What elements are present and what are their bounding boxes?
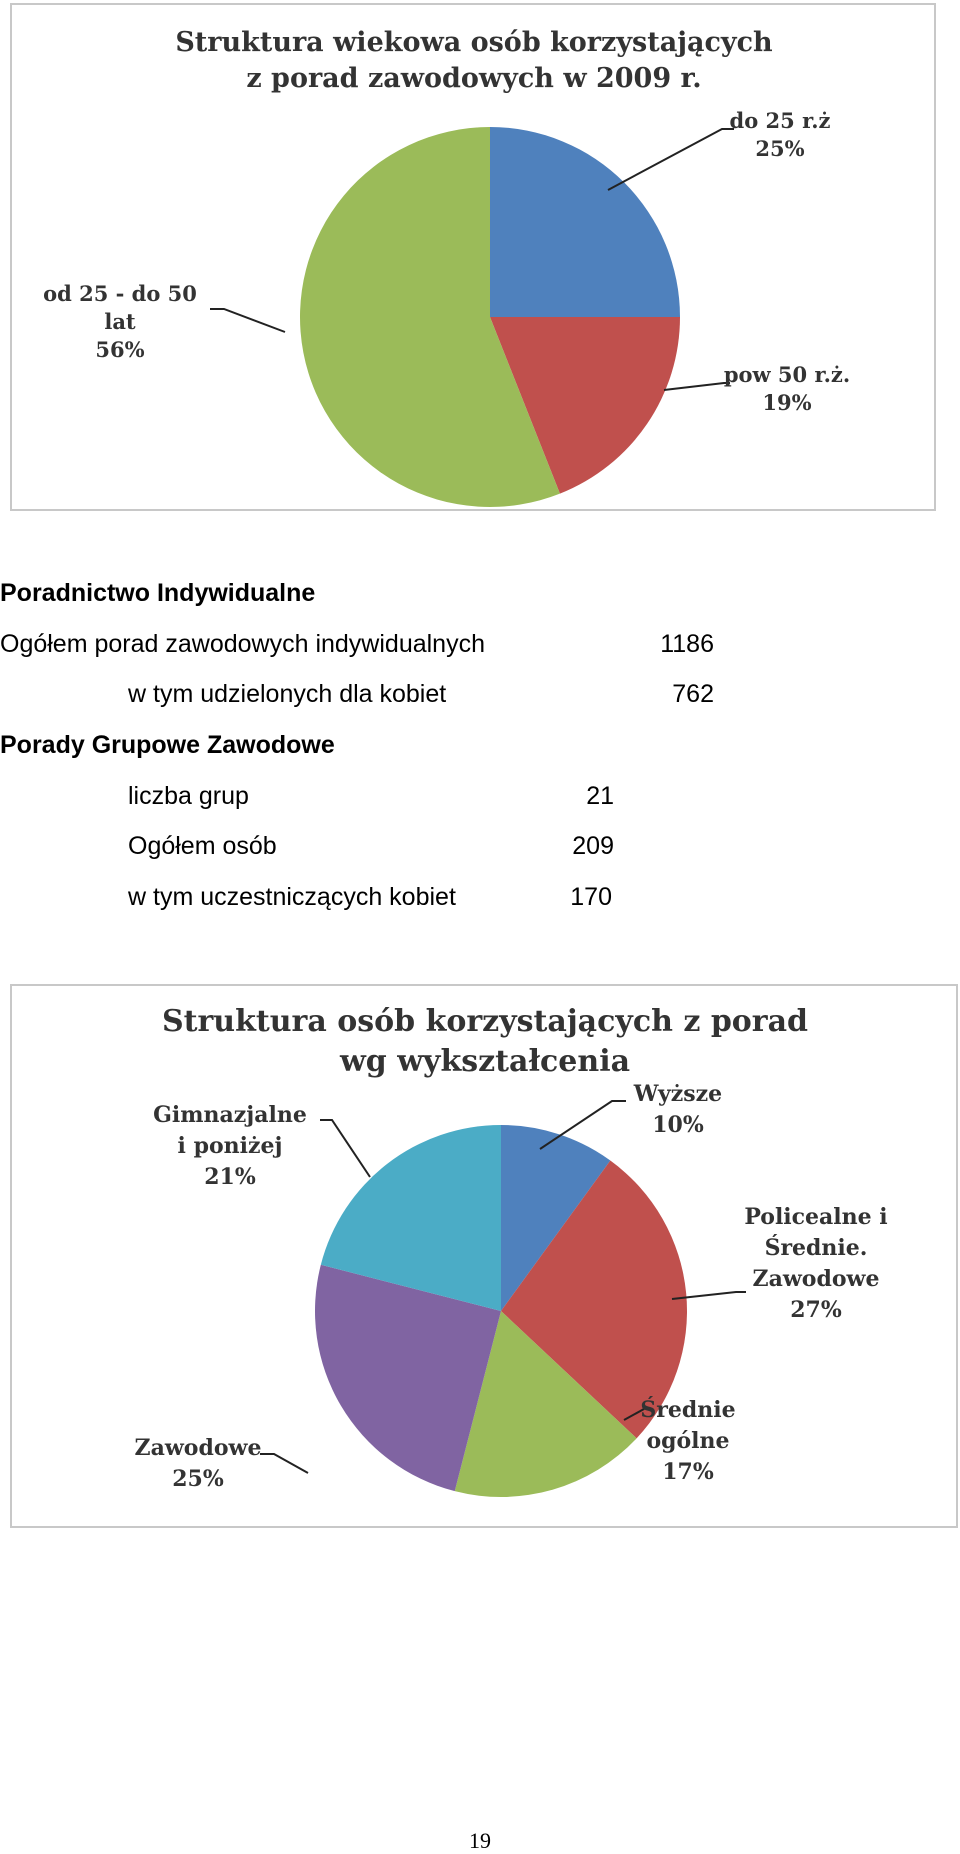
age-structure-chart: [10, 3, 936, 511]
age-pie-slice-1: [490, 127, 680, 317]
label-wyzsze: Wyższe: [633, 1081, 723, 1107]
label-mid-pct: 56%: [95, 337, 145, 362]
label-srednie-pct: 17%: [662, 1459, 714, 1485]
page-number: 19: [469, 1828, 491, 1853]
women-group-label: w tym uczestniczących kobiet: [128, 883, 456, 911]
label-srednie: Średnie: [640, 1397, 736, 1423]
leader-line-gimn: [320, 1120, 370, 1177]
label-policealne-pct: 27%: [790, 1297, 842, 1323]
label-zawodowe: Zawodowe: [134, 1435, 262, 1461]
label-pow50: pow 50 r.ż.: [723, 362, 851, 387]
label-gimn-2: i poniżej: [177, 1133, 283, 1159]
label-gimn-pct: 21%: [204, 1164, 256, 1190]
edu-pie: [315, 1125, 687, 1497]
edu-chart-title-line1: Struktura osób korzystających z porad: [161, 1004, 809, 1039]
age-chart-title-line2: z porad zawodowych w 2009 r.: [246, 63, 702, 94]
heading-group: Porady Grupowe Zawodowe: [0, 731, 335, 759]
label-srednie-2: ogólne: [646, 1428, 730, 1454]
label-zawodowe-pct: 25%: [172, 1466, 224, 1492]
persons-value: 209: [572, 832, 614, 860]
label-mid: od 25 - do 50: [43, 281, 197, 306]
label-policealne-2: Średnie.: [764, 1235, 868, 1261]
women-individual-label: w tym udzielonych dla kobiet: [128, 680, 447, 708]
edu-chart-title-line2: wg wykształcenia: [339, 1044, 631, 1079]
education-structure-chart: [10, 984, 958, 1528]
label-do25: do 25 r.ż: [729, 108, 831, 133]
persons-label: Ogółem osób: [128, 832, 277, 860]
edu-pie-svg: [12, 986, 960, 1530]
label-wyzsze-pct: 10%: [652, 1112, 704, 1138]
age-chart-title-line1: Struktura wiekowa osób korzystających: [175, 27, 773, 58]
leader-line-mid: [210, 309, 285, 332]
leader-line-zawodowe: [260, 1454, 308, 1473]
women-group-value: 170: [570, 883, 612, 911]
leader-line-pow50: [664, 383, 730, 390]
label-pow50-pct: 19%: [762, 390, 812, 415]
age-pie-svg: [12, 5, 938, 513]
total-individual-value: 1186: [660, 630, 714, 658]
label-policealne-3: Zawodowe: [752, 1266, 880, 1292]
label-do25-pct: 25%: [755, 136, 805, 161]
label-mid-2: lat: [104, 309, 136, 334]
groups-value: 21: [586, 782, 614, 810]
total-individual-label: Ogółem porad zawodowych indywidualnych: [0, 630, 485, 658]
label-gimn: Gimnazjalne: [153, 1102, 307, 1128]
label-policealne: Policealne i: [744, 1204, 888, 1230]
age-pie: [300, 127, 680, 507]
women-individual-value: 762: [672, 680, 714, 708]
heading-individual: Poradnictwo Indywidualne: [0, 579, 316, 607]
groups-label: liczba grup: [128, 782, 249, 810]
leader-line-do25: [608, 129, 734, 190]
